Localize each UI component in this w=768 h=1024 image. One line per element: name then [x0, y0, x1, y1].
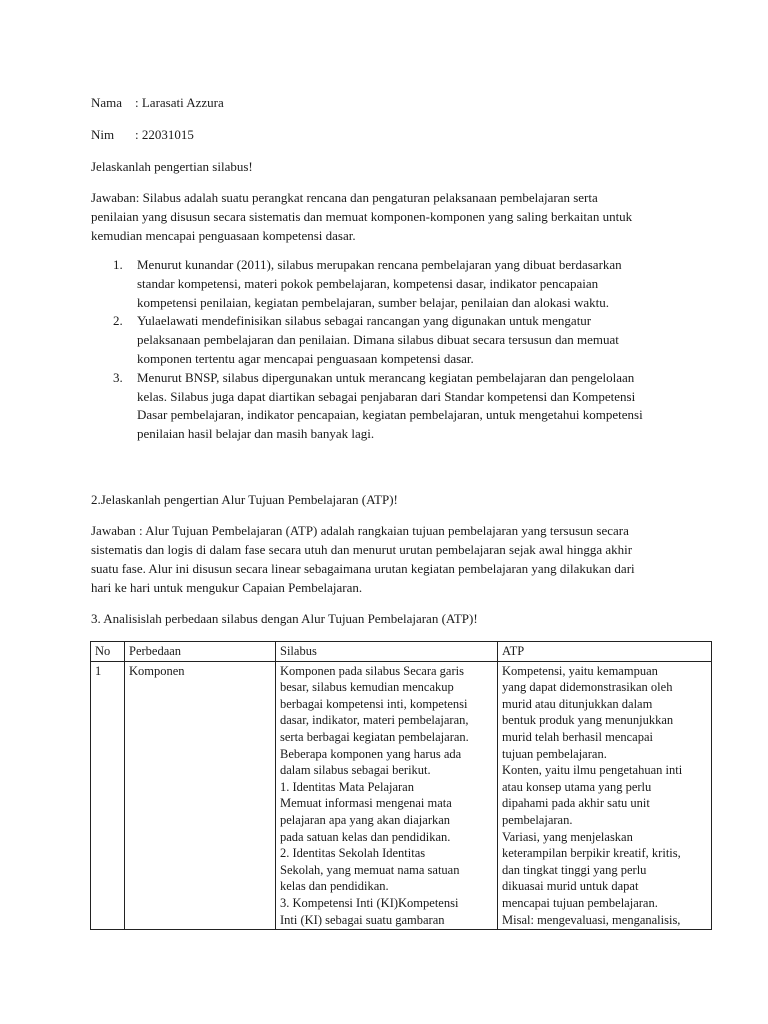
definition-list: [91, 256, 691, 444]
header-no: No: [91, 642, 125, 662]
list-line: Menurut BNSP, silabus dipergunakan untuk merancang kegiatan pembelajaran dan pengelolaan: [137, 369, 635, 385]
comparison-table: [90, 641, 712, 930]
header-silabus: Silabus: [276, 642, 498, 662]
silabus-line: Sekolah, yang memuat nama satuan: [280, 862, 460, 877]
name-value: : Larasati Azzura: [135, 95, 224, 110]
atp-line: dikuasai murid untuk dapat: [502, 879, 639, 894]
answer-1-line: kemudian mencapai penguasaan kompetensi dasar.: [91, 228, 356, 243]
atp-line: murid telah berhasil mencapai: [502, 729, 653, 744]
silabus-line: Memuat informasi mengenai mata: [280, 796, 452, 811]
atp-line: Kompetensi, yaitu kemampuan: [502, 663, 658, 678]
list-line: kelas. Silabus juga dapat diartikan sebagai penjabaran dari Standar kompetensi dan Kompetensi: [137, 388, 636, 404]
list-item: [91, 312, 691, 368]
list-line: komponen tertentu agar mencapai penguasaan kompetensi dasar.: [137, 350, 474, 366]
cell-atp: [498, 661, 712, 930]
silabus-line: 3. Kompetensi Inti (KI)Kompetensi: [280, 895, 459, 910]
atp-line: dipahami pada akhir satu unit: [502, 796, 650, 811]
header-atp: ATP: [498, 642, 712, 662]
question-2: 2.Jelaskanlah pengertian Alur Tujuan Pembelajaran (ATP)!: [91, 492, 398, 507]
silabus-line: Inti (KI) sebagai suatu gambaran: [280, 912, 445, 927]
atp-line: Konten, yaitu ilmu pengetahuan inti: [502, 763, 683, 778]
silabus-line: 1. Identitas Mata Pelajaran: [280, 779, 414, 794]
list-line: Menurut kunandar (2011), silabus merupakan rencana pembelajaran yang dibuat berdasarkan: [137, 257, 622, 272]
silabus-line: Beberapa komponen yang harus ada: [280, 746, 462, 761]
name-label: Nama: [91, 95, 123, 110]
answer-2-line: sistematis dan logis di dalam fase secara utuh dan menurut urutan pembelajaran sejak awal hingga akhir: [91, 542, 633, 557]
nim-value: : 22031015: [135, 127, 194, 142]
atp-line: Misal: mengevaluasi, menganalisis,: [502, 912, 681, 927]
list-number: 2.: [113, 313, 123, 329]
silabus-line: Komponen pada silabus Secara garis: [280, 663, 464, 678]
atp-line: Variasi, yang menjelaskan: [502, 829, 633, 844]
answer-2: [91, 521, 691, 597]
cell-perbedaan: Komponen: [125, 661, 276, 930]
silabus-line: berbagai kompetensi inti, kompetensi: [280, 696, 468, 711]
silabus-line: pelajaran apa yang akan diajarkan: [280, 812, 451, 827]
nim-label: Nim: [91, 127, 115, 142]
list-line: Dasar pembelajaran, indikator pencapaian, kegiatan pembelajaran, untuk mengetahui kompetensi: [137, 407, 643, 423]
answer-2-line: Jawaban : Alur Tujuan Pembelajaran (ATP) adalah rangkaian tujuan pembelajaran yang tersusun secara: [91, 523, 629, 538]
list-item: [91, 369, 691, 444]
atp-line: dan tingkat tinggi yang perlu: [502, 862, 647, 877]
atp-line: keterampilan berpikir kreatif, kritis,: [502, 846, 681, 861]
list-line: kompetensi penilaian, kegiatan pembelajaran, sumber belajar, penilaian dan alokasi waktu.: [137, 294, 609, 310]
silabus-line: pada satuan kelas dan pendidikan.: [280, 829, 451, 844]
list-line: pelaksanaan pembelajaran dan penilaian. Dimana silabus dibuat secara tersusun dan memuat: [137, 332, 619, 348]
atp-line: mencapai tujuan pembelajaran.: [502, 895, 658, 910]
atp-line: yang dapat didemonstrasikan oleh: [502, 680, 673, 695]
answer-2-line: hari ke hari untuk mengukur Capaian Pembelajaran.: [91, 580, 363, 595]
silabus-line: serta berbagai kegiatan pembelajaran.: [280, 729, 469, 744]
silabus-line: 2. Identitas Sekolah Identitas: [280, 846, 426, 861]
atp-line: pembelajaran.: [502, 812, 573, 827]
answer-1: [91, 188, 691, 245]
answer-1-line: Jawaban: Silabus adalah suatu perangkat rencana dan pengaturan pelaksanaan pembelajaran serta: [91, 190, 598, 205]
atp-line: tujuan pembelajaran.: [502, 746, 607, 761]
silabus-line: dalam silabus sebagai berikut.: [280, 763, 431, 778]
atp-line: atau konsep utama yang perlu: [502, 779, 652, 794]
cell-no: 1: [91, 661, 125, 930]
list-item: [91, 256, 691, 312]
answer-1-line: penilaian yang disusun secara sistematis dan memuat komponen-komponen yang saling berkaitan untuk: [91, 209, 633, 224]
silabus-line: dasar, indikator, materi pembelajaran,: [280, 713, 469, 728]
list-number: 1.: [113, 257, 123, 272]
answer-2-line: suatu fase. Alur ini disusun secara linear sebagaimana urutan kegiatan pembelajaran yang dilakukan dari: [91, 561, 635, 576]
question-1: Jelaskanlah pengertian silabus!: [91, 159, 253, 174]
silabus-line: besar, silabus kemudian mencakup: [280, 680, 454, 695]
table-row: [91, 661, 712, 930]
list-line: penilaian hasil belajar dan masih banyak lagi.: [137, 426, 375, 442]
atp-line: murid atau ditunjukkan dalam: [502, 696, 653, 711]
silabus-line: kelas dan pendidikan.: [280, 879, 389, 894]
list-line: standar kompetensi, materi pokok pembelajaran, kompetensi dasar, indikator pencapaian: [137, 275, 599, 291]
table-header-row: [91, 642, 712, 662]
atp-line: bentuk produk yang menunjukkan: [502, 713, 674, 728]
question-3: 3. Analisislah perbedaan silabus dengan Alur Tujuan Pembelajaran (ATP)!: [91, 611, 478, 626]
header-perbedaan: Perbedaan: [125, 642, 276, 662]
nim-line: [91, 125, 691, 144]
name-line: [91, 93, 691, 112]
list-number: 3.: [113, 369, 123, 385]
list-line: Yulaelawati mendefinisikan silabus sebagai rancangan yang digunakan untuk mengatur: [137, 313, 592, 329]
cell-silabus: [276, 661, 498, 930]
